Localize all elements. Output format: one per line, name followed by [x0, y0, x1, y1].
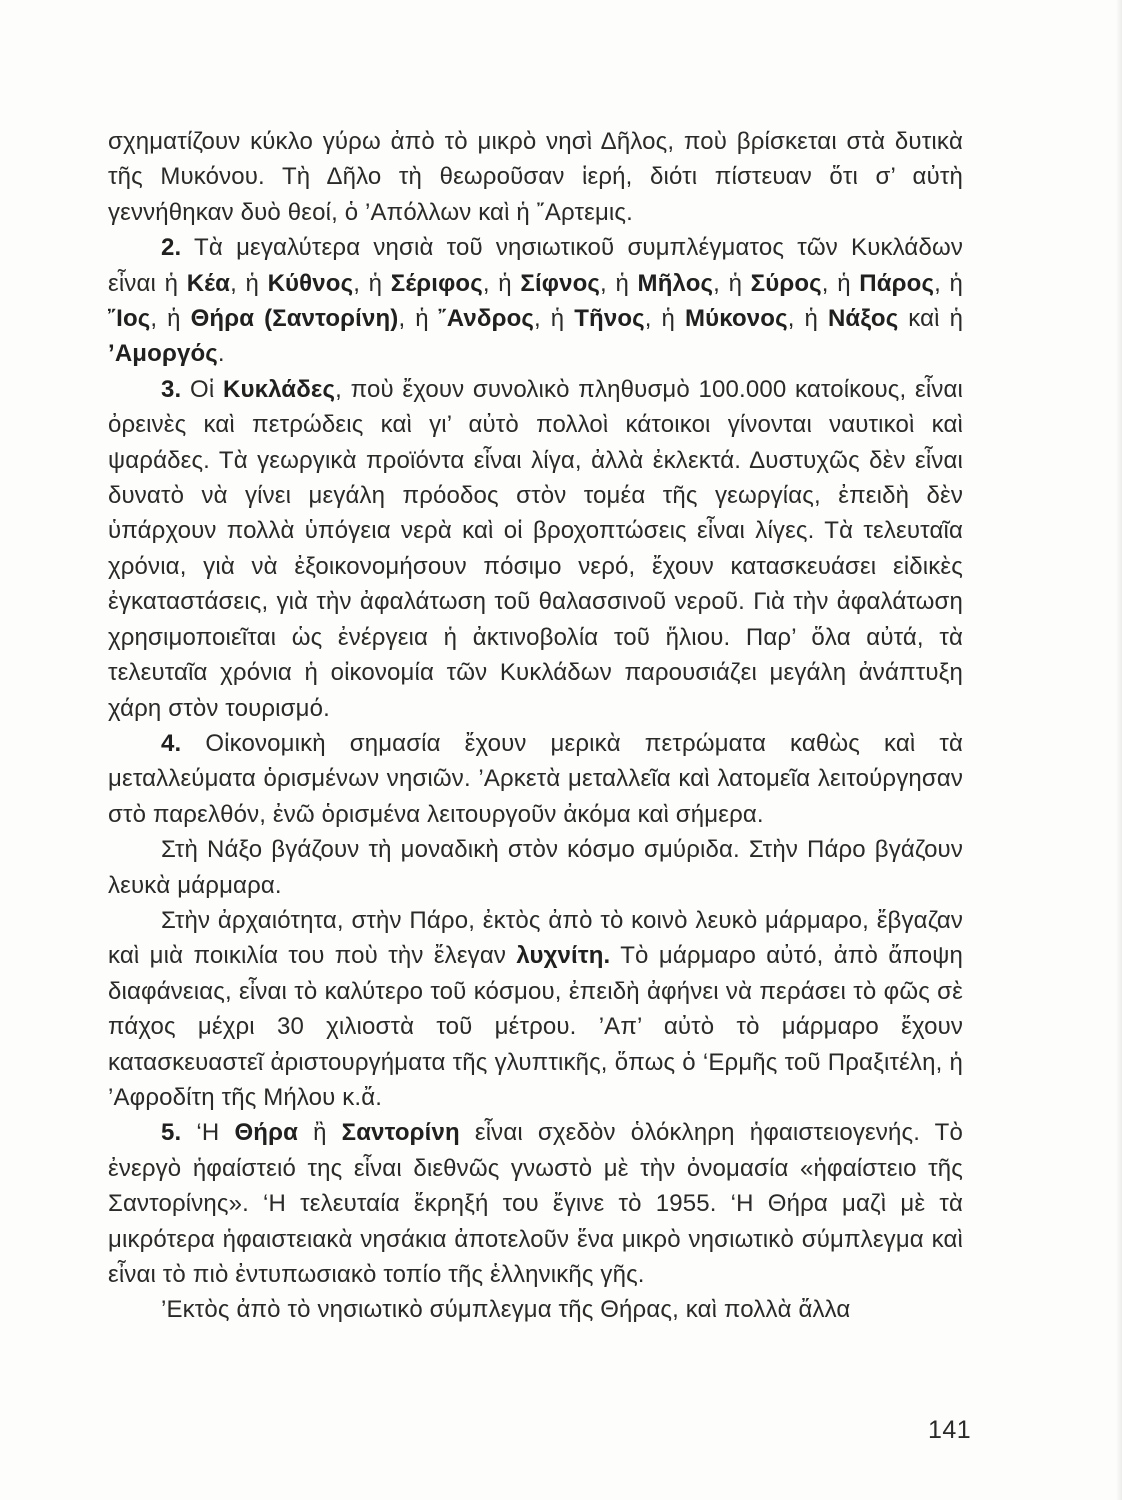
paragraph-number: 3. — [161, 375, 182, 403]
text-run: Οἱ — [181, 375, 223, 403]
text-run: . — [217, 340, 225, 368]
paragraph-2-largest-islands — [108, 230, 963, 372]
text-run: , ἡ — [600, 269, 638, 297]
text-run: , ἡ — [150, 305, 191, 333]
page-number: 141 — [928, 1416, 972, 1444]
text-run: , ἡ — [713, 269, 751, 297]
island-name: Θήρα — [234, 1119, 298, 1147]
island-name: Μύκονος — [685, 305, 788, 333]
island-name: Σαντορίνη — [341, 1119, 460, 1147]
text-run: Οἰκονομικὴ σημασία ἔχουν μερικὰ πετρώματα καθὼς καὶ τὰ μεταλλεύματα ὁρισμένων νησιῶν. ’Αρκετὰ μεταλλεῖα καὶ λατομεῖα λειτούργησαν στὸ παρελθόν, ἐνῶ ὁρισμένα λειτουργοῦν ἀκόμα καὶ σήμερα. — [108, 729, 963, 828]
bold-term: λυχνίτη. — [516, 942, 611, 970]
island-name: Σίφνος — [520, 269, 601, 297]
paragraph-lychnites-marble — [108, 903, 963, 1115]
text-run: , ἡ — [353, 269, 391, 297]
paragraph-other-islands — [108, 1292, 963, 1327]
island-name: Σέριφος — [390, 269, 483, 297]
text-run: Τὰ μεγαλύτερα νησιὰ τοῦ νησιωτικοῦ συμπλέγματος τῶν Κυκλάδων εἶναι ἡ — [108, 234, 963, 297]
paragraph-4-minerals — [108, 726, 963, 832]
island-name: Τῆνος — [574, 305, 645, 333]
island-name: Κύθνος — [267, 269, 354, 297]
text-run: σχηματίζουν κύκλο γύρω ἀπὸ τὸ μικρὸ νησὶ Δῆλος, ποὺ βρίσκεται στὰ δυτικὰ τῆς Μυκόνου. Τὴ Δῆλο τὴ θεωροῦσαν ἱερή, διότι πίστευαν ὅτι σ’ αὐτὴ γεννήθηκαν δυὸ θεοί, ὁ ’Απόλλων καὶ ἡ ῎Αρτεμις. — [108, 128, 963, 226]
text-run: Στὴ Νάξο βγάζουν τὴ μοναδικὴ στὸν κόσμο σμύριδα. Στὴν Πάρο βγάζουν λευκὰ μάρμαρα. — [108, 836, 963, 899]
text-run: Τὸ μάρμαρο αὐτό, ἀπὸ ἄποψη διαφάνειας, εἶναι τὸ καλύτερο τοῦ κόσμου, ἐπειδὴ ἀφήνει νὰ περάσει τὸ φῶς σὲ πάχος μέχρι 30 χιλιοστὰ τοῦ μέτρου. ’Απ’ αὐτὸ τὸ μάρμαρο ἔχουν κατασκευαστεῖ ἀριστουργήματα τῆς γλυπτικῆς, ὅπως ὁ ‘Ερμῆς τοῦ Πραξιτέλη, ἡ ’Αφροδίτη τῆς Μήλου κ.ἄ. — [108, 942, 963, 1111]
island-name: ’Αμοργός — [108, 340, 218, 368]
text-run: , ἡ — [644, 305, 685, 333]
text-run: , ἡ — [230, 269, 268, 297]
paragraph-naxos-paros — [108, 832, 963, 903]
text-run: ἢ — [298, 1119, 342, 1147]
text-run: , ἡ — [398, 305, 439, 333]
paragraph-delos — [108, 124, 963, 230]
island-name: Πάρος — [859, 269, 935, 297]
paragraph-number: 5. — [161, 1119, 182, 1147]
paragraph-number: 4. — [161, 729, 182, 757]
bold-term: Κυκλάδες — [222, 375, 336, 403]
text-run: ‘Η — [181, 1119, 235, 1147]
island-name: Νάξος — [827, 305, 899, 333]
island-name: Κέα — [186, 269, 231, 297]
text-run: εἶναι σχεδὸν ὁλόκληρη ἡφαιστειογενής. Τὸ ἐνεργὸ ἡφαίστειό της εἶναι διεθνῶς γνωστὸ μὲ τὴν ὀνομασία «ἡφαίστειο τῆς Σαντορίνης». ‘Η τελευταία ἔκρηξή του ἔγινε τὸ 1955. ‘Η Θήρα μαζὶ μὲ τὰ μικρότερα ἡφαιστειακὰ νησάκια ἀποτελοῦν ἕνα μικρὸ νησιωτικὸ σύμπλεγμα καὶ εἶναι τὸ πιὸ ἐντυπωσιακὸ τοπίο τῆς ἑλληνικῆς γῆς. — [108, 1119, 963, 1288]
text-run: , ἡ — [534, 305, 575, 333]
text-run: , ἡ — [787, 305, 828, 333]
paragraph-5-santorini — [108, 1115, 963, 1292]
paragraph-number: 2. — [161, 234, 182, 262]
body-text — [108, 124, 963, 1328]
island-name: Μῆλος — [637, 269, 714, 297]
text-run: , ἡ — [934, 269, 964, 297]
island-name: ῎Ανδρος — [438, 305, 535, 333]
text-run: καὶ ἡ — [898, 305, 964, 333]
text-run: ’Εκτὸς ἀπὸ τὸ νησιωτικὸ σύμπλεγμα τῆς Θήρας, καὶ πολλὰ ἄλλα — [161, 1296, 851, 1324]
island-name: ῎Ιος — [108, 305, 151, 333]
text-run: , ἡ — [482, 269, 521, 297]
island-name: Θήρα (Σαντορίνη) — [190, 305, 399, 333]
text-run: Στὴν ἀρχαιότητα, στὴν Πάρο, ἐκτὸς ἀπὸ τὸ κοινὸ λευκὸ μάρμαρο, ἔβγαζαν καὶ μιὰ ποικιλία του ποὺ τὴν ἔλεγαν — [108, 906, 963, 970]
text-run: , ποὺ ἔχουν συνολικὸ πληθυσμὸ 100.000 κατοίκους, εἶναι ὀρεινὲς καὶ πετρώδεις καὶ γι’ αὐτὸ πολλοὶ κάτοικοι γίνονται ναυτικοὶ καὶ ψαράδες. Τὰ γεωργικὰ προϊόντα εἶναι λίγα, ἀλλὰ ἐκλεκτά. Δυστυχῶς δὲν εἶναι δυνατὸ νὰ γίνει μεγάλη πρόοδος στὸν τομέα τῆς γεωργίας, ἐπειδὴ δὲν ὑπάρχουν πολλὰ ὑπόγεια νερὰ καὶ οἱ βροχοπτώσεις εἶναι λίγες. Τὰ τελευταῖα χρόνια, γιὰ νὰ ἐξοικονομήσουν πόσιμο νερό, ἔχουν κατασκευάσει εἰδικὲς ἐγκαταστάσεις, γιὰ τὴν ἀφαλάτωση τοῦ θαλασσινοῦ νεροῦ. Γιὰ τὴν ἀφαλάτωση χρησιμοποιεῖται ὡς ἐνέργεια ἡ ἀκτινοβολία τοῦ ἥλιου. Παρ’ ὅλα αὐτά, τὰ τελευταῖα χρόνια ἡ οἰκονομία τῶν Κυκλάδων παρουσιάζει μεγάλη ἀνάπτυξη χάρη στὸν τουρισμό. — [108, 375, 963, 722]
text-run: , ἡ — [821, 269, 860, 297]
island-name: Σύρος — [750, 269, 822, 297]
paragraph-3-cyclades-economy — [108, 372, 963, 726]
